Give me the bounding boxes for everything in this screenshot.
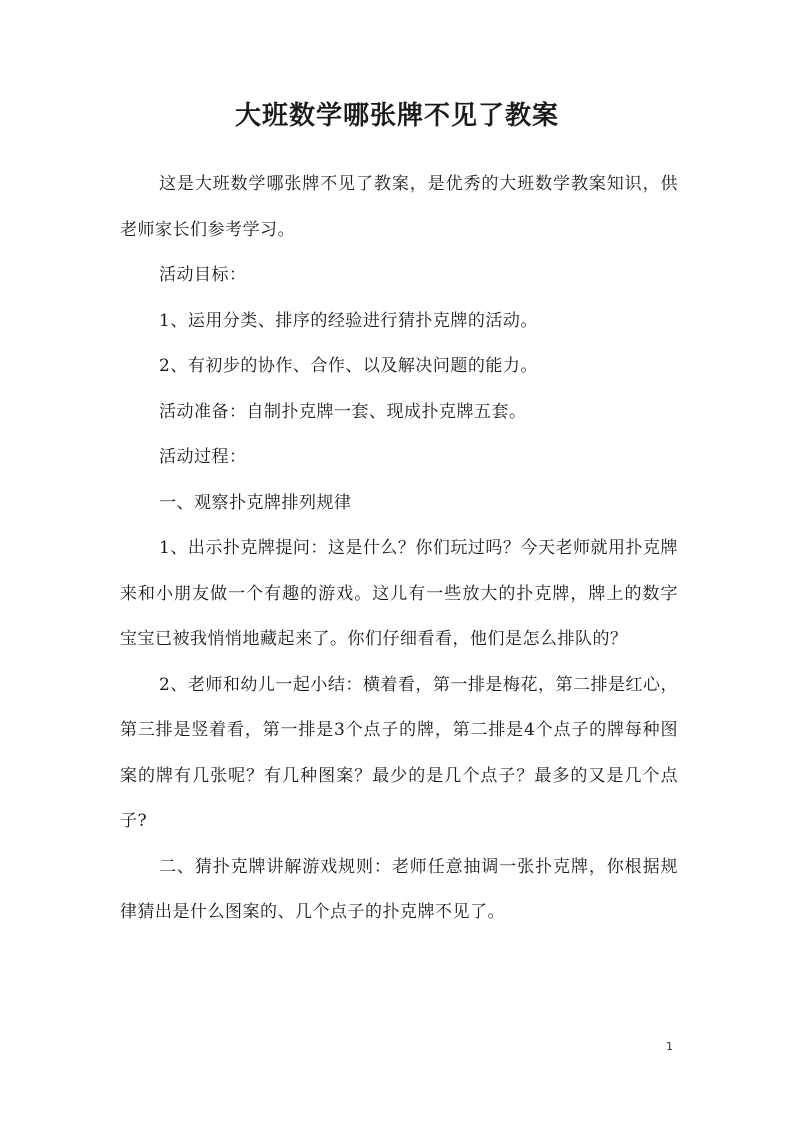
paragraph-section-1-heading: 一、观察扑克牌排列规律: [159, 492, 352, 513]
page-number: 1: [666, 1040, 673, 1053]
paragraph-goal-1: 1、运用分类、排序的经验进行猜扑克牌的活动。: [159, 310, 538, 331]
paragraph-goals-heading: 活动目标：: [159, 265, 247, 285]
paragraph-intro: 这是大班数学哪张牌不见了教案，是优秀的大班数学教案知识，供老师家长们参考学习。: [120, 174, 678, 240]
paragraph-preparation: 活动准备：自制扑克牌一套、现成扑克牌五套。: [159, 401, 527, 422]
document-body: [120, 162, 678, 936]
document-title: 大班数学哪张牌不见了教案: [234, 101, 559, 131]
paragraph-process-heading: 活动过程：: [159, 447, 247, 467]
paragraph-step-1: 1、出示扑克牌提问：这是什么？你们玩过吗？今天老师就用扑克牌来和小朋友做一个有趣的游戏。这儿有一些放大的扑克牌，牌上的数字宝宝已被我悄悄地藏起来了。你们仔细看看，他们是怎么排队的？: [120, 538, 678, 649]
paragraph-goal-2: 2、有初步的协作、合作、以及解决问题的能力。: [159, 356, 538, 376]
paragraph-section-2: 二、猜扑克牌讲解游戏规则：老师任意抽调一张扑克牌，你根据规律猜出是什么图案的、几个点子的扑克牌不见了。: [120, 856, 678, 922]
paragraph-step-2: 2、老师和幼儿一起小结：横着看，第一排是梅花，第二排是红心，第三排是竖着看，第一排是3个点子的牌，第二排是4个点子的牌每种图案的牌有几张呢？有几种图案？最少的是几个点子？最多的又是几个点子?: [120, 674, 678, 831]
